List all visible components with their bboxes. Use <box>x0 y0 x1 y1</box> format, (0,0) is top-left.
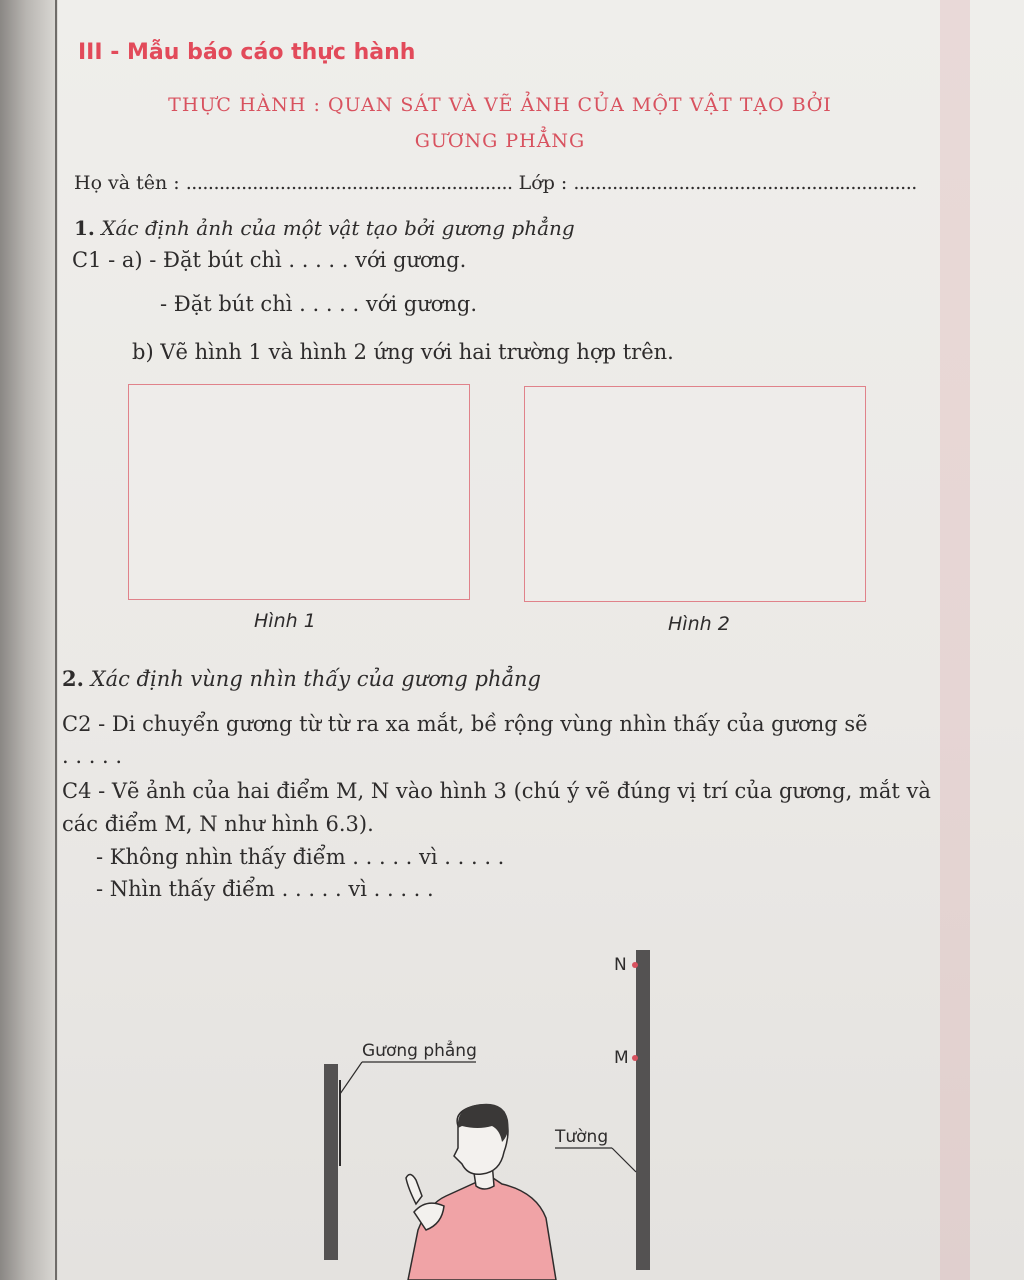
part2-number: 2. <box>62 666 84 691</box>
class-label: Lớp : <box>518 172 574 194</box>
figure2-caption: Hình 2 <box>668 613 730 635</box>
part2-heading-text: Xác định vùng nhìn thấy của gương phẳng <box>90 667 541 691</box>
c1b-line: b) Vẽ hình 1 và hình 2 ứng với hai trường hợp trên. <box>132 340 674 364</box>
c1a-line1: C1 - a) - Đặt bút chì . . . . . với gương. <box>72 248 467 272</box>
section-title: III - Mẫu báo cáo thực hành <box>78 40 416 65</box>
name-dots: ........................................................... <box>185 172 513 194</box>
figure1-caption: Hình 1 <box>254 610 316 632</box>
class-dots: .............................................................. <box>573 172 917 194</box>
point-m-label: M <box>614 1048 629 1068</box>
wall-pointer <box>612 1148 636 1172</box>
name-label: Họ và tên : <box>74 172 186 194</box>
not-seen-line: - Không nhìn thấy điểm . . . . . vì . . . . . <box>96 845 505 869</box>
part1-heading-text: Xác định ảnh của một vật tạo bởi gương phẳng <box>101 216 575 240</box>
mirror-label: Gương phẳng <box>362 1041 477 1061</box>
mirror-pointer <box>340 1062 362 1094</box>
c1a-line2: - Đặt bút chì . . . . . với gương. <box>160 292 478 316</box>
part1-number: 1. <box>74 216 95 240</box>
c4-line2: các điểm M, N như hình 6.3). <box>62 812 374 836</box>
wall-label: Tường <box>555 1127 609 1147</box>
c4-line1: C4 - Vẽ ảnh của hai điểm M, N vào hình 3 (chú ý vẽ đúng vị trí của gương, mắt và <box>62 779 931 803</box>
practice-banner-line2: GƯƠNG PHẲNG <box>414 130 586 152</box>
c2-dots: . . . . . <box>62 744 123 768</box>
c2-line: C2 - Di chuyển gương từ từ ra xa mắt, bề rộng vùng nhìn thấy của gương sẽ <box>62 712 868 736</box>
observer-figure <box>396 1100 566 1280</box>
practice-banner-line1: THỰC HÀNH : QUAN SÁT VÀ VẼ ẢNH CỦA MỘT VẬT TẠO BỞI <box>168 94 832 116</box>
seen-line: - Nhìn thấy điểm . . . . . vì . . . . . <box>96 877 434 901</box>
point-n-label: N <box>614 955 627 975</box>
